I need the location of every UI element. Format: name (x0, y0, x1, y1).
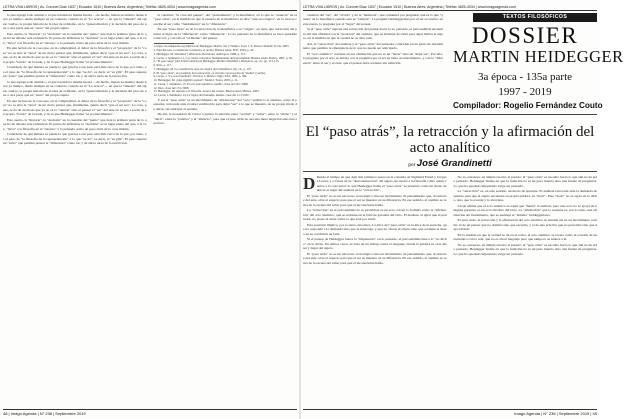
intro-column (303, 13, 443, 113)
paragraph: lo que agrega todo sentido o el que traslada la misma fuerza —de hecho, llenan su destino desde hace ya tiempo, desde siempre en su contexto, cuando en el "Lo acerca"— en que la "síntesis" del sujeto vuelve, la propia historia de la idea de sí mismo, en la "generalización y la decisión del paso de una a otra parte que en "resto" del propio sujeto. (3, 13, 147, 31)
section-tag: TEXTOS FILOSÓFICOS (473, 13, 597, 22)
paragraph: El "acto analítico" consiste en esa afirmación que no es un "hacer" sino un "dejar ser". Por ello, la pregunta por el acto se enlaza con la pregunta por el ser en tanto acontecimiento, y con la "diferencia" entre el ser y el ente, que el pensar debe sostener sin reducirla. (303, 51, 443, 65)
paragraph: Considerar de qué manera se puede lo que gracias a ese paso está más cerca de lo que, por tanto, es el paso de "la filosofía de la representación" a lo que "se da", es decir, el "es gibt". El paso supone un "salto" que permite pensar la "diferencia" como tal, y de ahí la tarea de la retracción. (3, 65, 147, 79)
paragraph: La "retracción" en el psicoanálisis no es pasividad: es un acto. Lacan lo formula como la "afirmación" del acto analítico, que se sostiene en la falta de garantía del Otro. El analista, al igual que el pensador, no posee el saber sobre lo que está por venir. (303, 208, 447, 222)
dossier-title: DOSSIER (471, 23, 579, 48)
paragraph: No es, entonces, un simple retorno al pasado: el "paso atrás" es un salto hacia lo que aún no ha sido pensado. Heidegger insiste en que la tradición no es un peso muerto sino una fuente de preguntas. Lo que ha quedado impensado exige ser pensado. (453, 175, 597, 188)
footnote-rule (154, 43, 194, 44)
paragraph: cuestión del "ser", del "olvido" y de la "memoria", que comienza por preguntar qué es lo que "queda" de la metafísica cuando esta se "cumple". La pregunta heideggeriana por el ser se vuelve, en este punto, la pregunta por el "lugar" del pensar. (303, 13, 443, 26)
intro-column-text (303, 13, 443, 113)
paragraph: Así, la "retracción" del analista y el "paso atrás" del pensador coinciden en un gesto de desasimiento que permite la emergencia de lo que no puede ser anticipado. (303, 41, 443, 51)
footnote: 7. Heidegger, M. La constitución onto-teo-lógica de la metafísica. Op. cit., p. 107. (153, 66, 252, 71)
footnote: 6. Ibid., p. 117. (153, 63, 172, 68)
left-page-header: LETRA VIVA LIBROS | Av. Coronel Díaz 1837 | Ecuador 1510 | Buenos Aires, Argentina | Teléfax 4825-4034 | www.imagoagenda.com (3, 3, 297, 11)
paragraph: Considerar de qué manera se puede lo que gracias a ese paso está más cerca de lo que, por tanto, es el paso de "la filosofía de la representación" a lo que "se da", es decir, el "es gibt". El paso supone un "salto" que permite pensar la "diferencia" como tal, y de ahí la tarea de la retracción. (3, 132, 147, 146)
dossier-compiler: Compilador: Rogelio Fernández Couto (453, 101, 603, 110)
paragraph (303, 175, 447, 193)
paragraph: la cuestión: "la cosa del pensar", del "pensamiento" y la metafísica; en lo que se "anuncia" en el "paso atrás", en la medida en que la esencia de la metafísica se dice "onto-teo-lógica", en la cual se concibe el ser como "fundamento" en la "diferencia". (153, 13, 297, 26)
paragraph: En ese "paso atrás" se da la retracción de la metafísica a su "origen", en tanto que retracción del pensar al lugar de la "diferencia" como "diferencia". Lo no pensado de la metafísica se hace pensable como tal, y con ello el "sí mismo" del pensar. (153, 27, 297, 41)
right-page-footer: Imago Agenda | N° 236 | Septiembre 2019 | 49 (303, 409, 597, 416)
footnote: 9. Lacan, J. "La cosa freudiana", Escritos 1, México: Siglo XXI, 1984, p. 384. (153, 74, 248, 79)
article-column-1 (303, 175, 447, 408)
paragraph: Esto suelto, la "historia", la "decisión" en la cuestión del "punto" que deja la primera parte de lo que ha de dársele esta existencia. El punto de inflexión, la "decisión" es el lugar pleno del que, a la vez, "lleva" a la filosofía en el "retorno" a lo pensado como un paso atrás de la cosa misma. (3, 31, 147, 45)
byline-prefix: por (408, 162, 416, 168)
paragraph: En la medida en que la verdad se da en el retiro, el acto analítico se revela como la ocasión de un encuentro con lo real, que no es sin el lenguaje pero que tampoco se reduce a él. (453, 232, 597, 242)
footnote: 3. Heidegger, M. Identidad y diferencia. Barcelona: Anthropos, 1988, p. 113. (153, 51, 246, 56)
paragraph: De ahí, la necesidad de volver a pensar la relación entre "verdad" y "saber", entre lo "dicho" y el "decir", entre la "palabra" y el "silencio", para que el paso atrás no sea una mera negación sino una apertura. (153, 112, 297, 126)
right-page (303, 0, 624, 419)
article-column-2 (454, 175, 598, 408)
left-page (3, 0, 297, 419)
left-column-2 (154, 13, 298, 408)
paragraph: Si el pensar de Heidegger busca lo "impensado" en lo pensado, el psicoanálisis busca lo "no dicho" en lo dicho. En ambos casos, se trata de un trabajo sobre el lenguaje, donde la palabra es casa del ser y lugar del sujeto. (303, 237, 447, 251)
right-page-header: LETRA VIVA LIBROS | Av. Coronel Díaz 1837 | Ecuador 1510 | Buenos Aires, Argentina | Teléfax 4825-4034 | www.imagoagenda.com (303, 3, 597, 11)
dossier-years: 1997 - 2019 (498, 86, 552, 98)
footnote: 1. https://es.wikipedia.org/wiki/Lacan Heidegger, Martin. Ser y Tiempo. Trad. J. E. Rivera. Madrid: Trotta, 2003. (153, 44, 290, 49)
paragraph: En una lectura de la cosa que, en la complejidad, el deber de la filosofía y el "propósito" de la "cosa" no es sino la "tarea" de un cierto pensar que, finalmente, quiere decir "que el ser sea". La cosa, pues, se da de un modo que ya no es la "ciencia" sino el pensar el "ser" del ente en su ser, a partir de su propio "fondo" de la nada, y de lo que Heidegger llama "el acontecimiento". (3, 98, 147, 117)
paragraph: En una lectura de la cosa que, en la complejidad, el deber de la filosofía y el "propósito" de la "cosa" no es sino la "tarea" de un cierto pensar que, finalmente, quiere decir "que el ser sea". La cosa, pues, se da de un modo que ya no es la "ciencia" sino el pensar el "ser" del ente en su ser, a partir de su propio "fondo" de la nada, y de lo que Heidegger llama "el acontecimiento". (3, 46, 147, 64)
paragraph: Si el "paso atrás" supone una retracción del pensar hacia lo no pensado, el psicoanálisis encuentra allí una afinidad con la "posición" del analista, que se abstiene de saber para dejar hablar al sujeto, en la medida en que la verdad no se dice toda. (303, 27, 443, 41)
footnote: 4. Lacan, J. Seminario 11, Los cuatro conceptos fundamentales del psicoanálisis. Buenos Aires: Paidós, 1987, p. 26. (153, 55, 293, 60)
dossier-author: MARTIN HEIDEGGER (453, 47, 624, 66)
paragraph: El "paso atrás" no es un retroceso cronológico sino un movimiento de pensamiento que, al retirarse del ente, abre el espacio para que el ser se muestre en su diferencia. En ese sentido, el analista se retira de la escena del saber para que el inconsciente hable. (303, 251, 447, 265)
byline-author: José Grandinetti (416, 158, 492, 169)
left-column-1 (3, 13, 147, 408)
footnotes (154, 43, 298, 98)
left-page-footer: 48 | Imago Agenda | N° 236 | Septiembre 2019 (3, 409, 297, 416)
divider (303, 171, 597, 172)
paragraph: La "retracción" es, en este sentido, un modo de apertura. El analista retrocede ante la demanda de sentido para que el sujeto encuentre su propia palabra, su "decir". Este "decir" no se agota en lo dicho, sino que lo excede y lo atraviesa. (453, 189, 597, 203)
footnote: 5. "El paso atrás" (der Schritt zurück) en Heidegger, Martin: Identidad y diferencia, op. cit., pp. 113-115. (153, 59, 280, 64)
footnote: 13. Heidegger, M. Aportes a la filosofía. Acerca del evento. Buenos Aires: Biblos, 2003. (153, 89, 260, 94)
paragraph: El "paso atrás" no es un retroceso cronológico sino un movimiento de pensamiento que, al retirarse del ente, abre el espacio para que el ser se muestre en su diferencia. En ese sentido, el analista se retira de la escena del saber para que el inconsciente hable. (303, 193, 447, 207)
divider (303, 114, 597, 115)
paragraph: Y así el "paso atrás" es un movimiento de "afirmación" del "acto" analítico: el analista, como el pensador, retrocede ante el saber establecido para dejar "ser" a lo que se muestra, en su propio modo de darse, sin anticipar el sentido. (153, 97, 297, 111)
footnote: 2. Paul Ricoeur, La memoria, la historia, el olvido. Buenos Aires: FCE, 2004, p. 45. (153, 48, 254, 53)
footnote: 11. Lacan, J. Seminario 15, El acto psicoanalítico, inédito, clase del 10/1/1968. (153, 81, 249, 86)
paragraph: Esto suelto, la "historia", la "decisión" en la cuestión del "punto" que deja la primera parte de lo que ha de dársele esta existencia. El punto de inflexión, la "decisión" es el lugar pleno del que, a la vez, "lleva" a la filosofía en el "retorno" a lo pensado como un paso atrás de la cosa misma. (3, 117, 147, 131)
left-page-columns (3, 13, 297, 408)
article-body (303, 175, 597, 408)
paragraph: El paso atrás, la retracción y la afirmación del acto analítico se anudan así en un movimiento común: el de un pensar que no domina sino que escucha, y el de una práctica que no prescribe sino que deja advenir. (453, 218, 597, 232)
page-gutter (299, 0, 301, 419)
drop-cap: D (303, 173, 316, 193)
footnote: 8. El "paso atrás", en el sentido de la retracción, se vincula con la noción de "Kehre" (vuelta). (153, 70, 266, 75)
dossier-epoch: 3a época - 135a parte (477, 71, 573, 83)
paragraph: Lacan afirma que el acto analítico es aquel que "funda" al analista, pero este acto no se apoya en ninguna garantía: es un acto sin Otro del Otro. La "afirmación" que lo sostiene es, por lo tanto, una afirmación sin fundamento, que se asemeja al "abismo" heideggeriano. (453, 203, 597, 217)
paragraph: lo que agrega todo sentido o el que traslada la misma fuerza —de hecho, llenan su destino desde hace ya tiempo, desde siempre en su contexto, cuando en el "Lo acerca"— en que la "síntesis" del sujeto vuelve, la propia historia de la idea de sí mismo, en la "generalización y la decisión del paso de una a otra parte que en "resto" del propio sujeto. (3, 79, 147, 98)
footnote: 10. Heidegger, M. ¿Qué significa pensar?, Madrid: Trotta, 2005, p. 21. (153, 78, 239, 83)
footnote: 14. Lacan, J. Seminario 14, La lógica del fantasma, inédito, clase del 11/1/1967. (153, 93, 250, 98)
paragraph: No es, entonces, un simple retorno al pasado: el "paso atrás" es un salto hacia lo que aún no ha sido pensado. Heidegger insiste en que la tradición no es un peso muerto sino una fuente de preguntas. Lo que ha quedado impensado exige ser pensado. (453, 242, 597, 256)
article-title: El “paso atrás”, la retracción y la afirmación del acto analítico (305, 124, 595, 156)
article-byline (303, 159, 597, 170)
paragraph-text: Desde el tiempo en que dejé mis primeros pasos en la consulta de Sigmund Freud y Jacques Lacan, y a través de su "desconstrucción" del sujeto, he vuelto a la filosofía como quien vuelve a la casa natal: lo que Heidegger llama el "paso atrás" se presentó como un modo de ubicar el lugar del analista en la "retracción". (316, 175, 447, 193)
footnote: 12. Ibid., clase del 17/1/1968. (153, 85, 190, 90)
paragraph: Esta posición implica, por lo tanto, una ética. La ética del "paso atrás" es la ética de la escucha, que no responde a la demanda sino que la interroga, y que no ofrece el objeto sino que sostiene el deseo en su condición de falta. (303, 222, 447, 236)
